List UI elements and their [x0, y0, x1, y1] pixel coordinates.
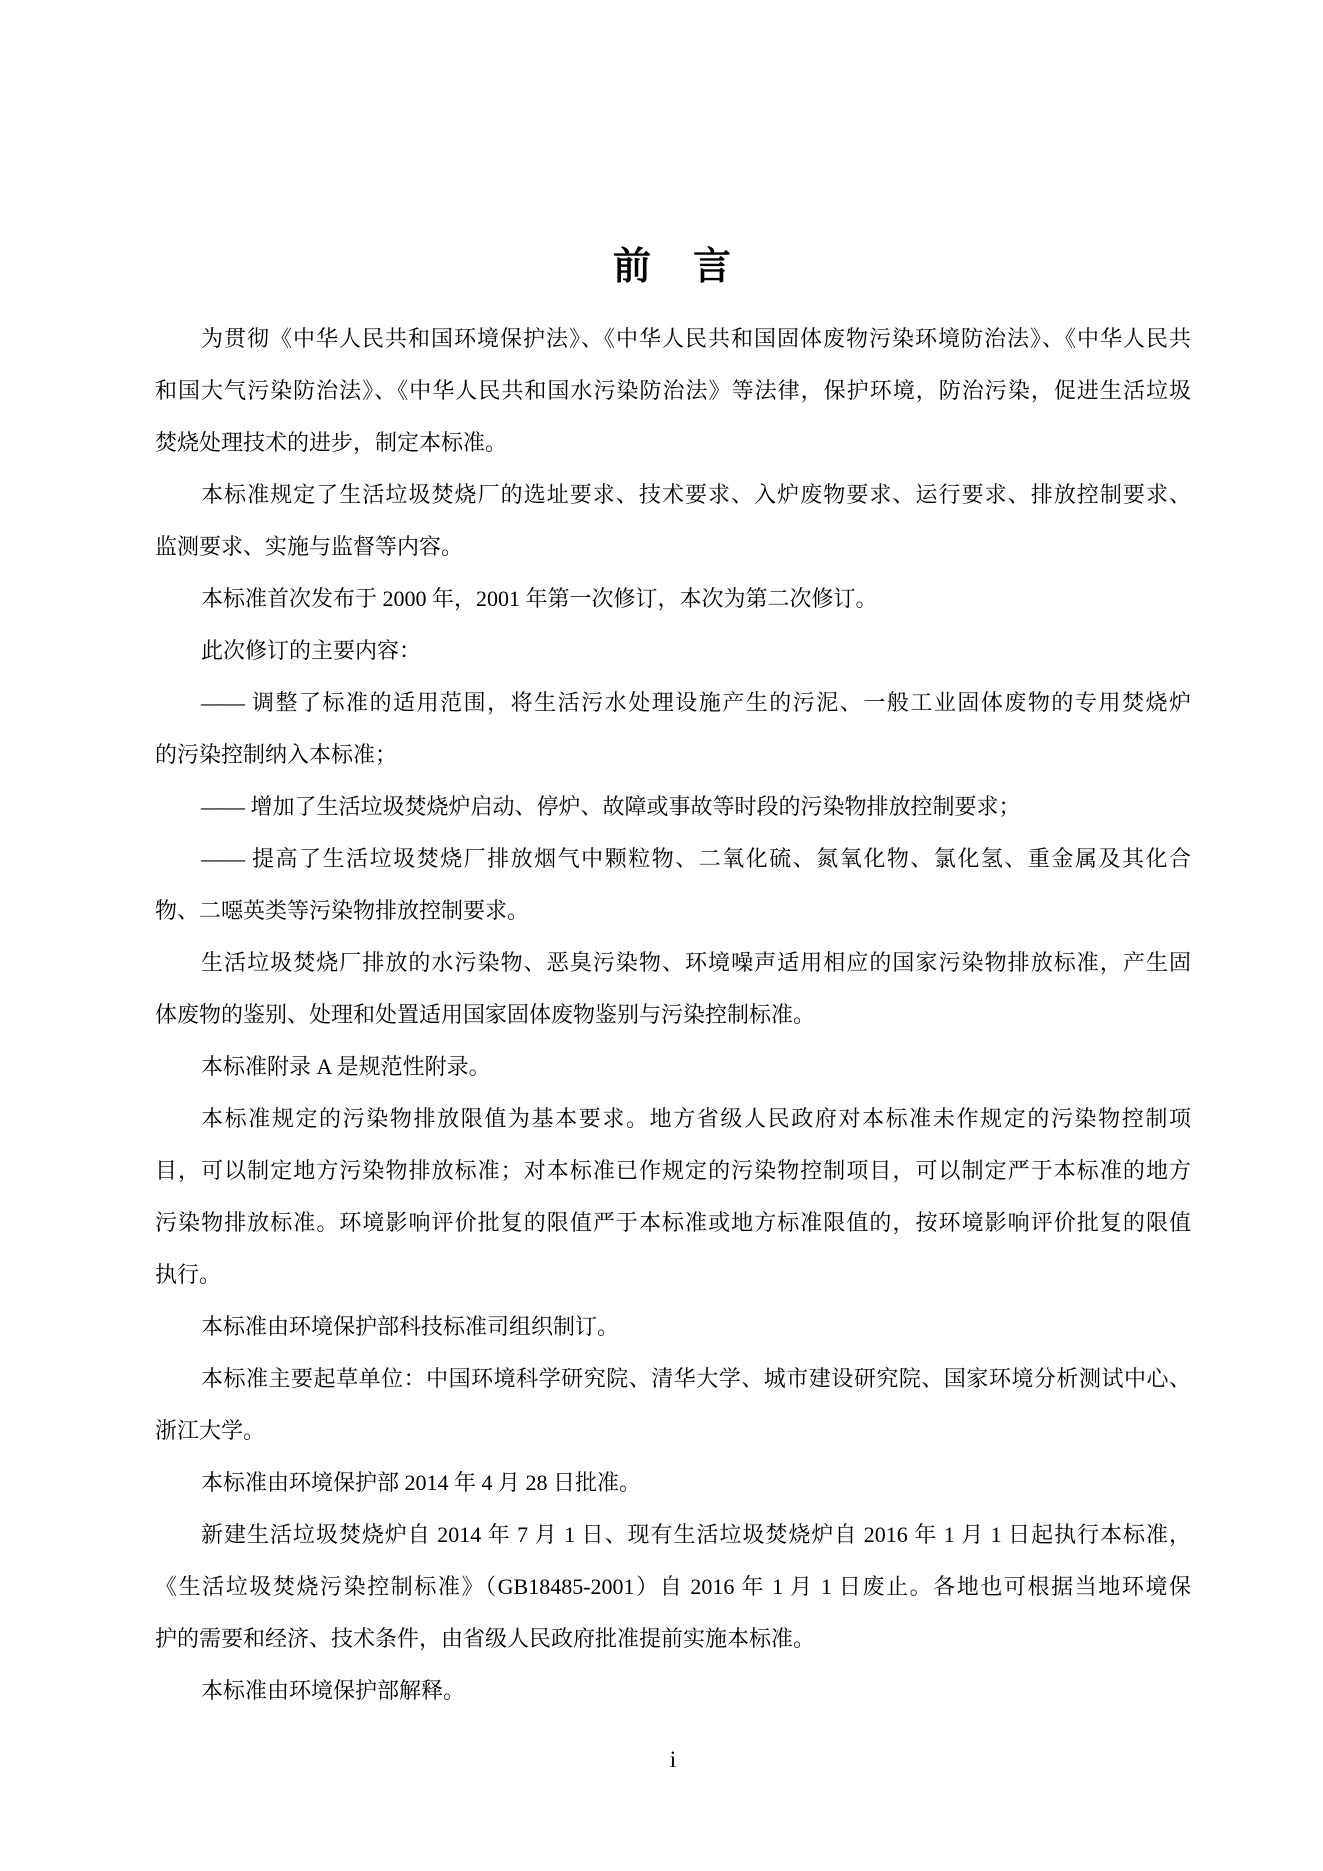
preface-title: 前 言 — [612, 246, 733, 288]
text-line: —— 增加了生活垃圾焚烧炉启动、停炉、故障或事故等时段的污染物排放控制要求； — [201, 794, 1021, 819]
text-line: 本标准附录 A 是规范性附录。 — [201, 1054, 491, 1079]
text-line: 监测要求、实施与监督等内容。 — [155, 534, 464, 559]
text-line: 目，可以制定地方污染物排放标准；对本标准已作规定的污染物控制项目，可以制定严于本标准的地方 — [155, 1158, 1191, 1183]
text-line: 护的需要和经济、技术条件，由省级人民政府批准提前实施本标准。 — [155, 1626, 816, 1651]
text-line: 本标准规定的污染物排放限值为基本要求。地方省级人民政府对本标准未作规定的污染物控制项 — [201, 1106, 1191, 1131]
text-line: 此次修订的主要内容： — [201, 638, 422, 663]
text-line: 本标准主要起草单位：中国环境科学研究院、清华大学、城市建设研究院、国家环境分析测试中心、 — [201, 1366, 1191, 1391]
text-line: 《生活垃圾焚烧污染控制标准》（GB18485-2001）自 2016 年 1 月 1 日废止。各地也可根据当地环境保 — [155, 1574, 1191, 1599]
text-line: 的污染控制纳入本标准； — [155, 742, 398, 767]
text-line: 生活垃圾焚烧厂排放的水污染物、恶臭污染物、环境噪声适用相应的国家污染物排放标准，产生固 — [201, 950, 1191, 975]
text-line: 本标准首次发布于 2000 年，2001 年第一次修订，本次为第二次修订。 — [201, 586, 878, 611]
text-line: 本标准由环境保护部 2014 年 4 月 28 日批准。 — [201, 1470, 642, 1495]
text-line: 新建生活垃圾焚烧炉自 2014 年 7 月 1 日、现有生活垃圾焚烧炉自 2016 年 1 月 1 日起执行本标准， — [201, 1522, 1191, 1547]
text-line: 本标准由环境保护部科技标准司组织制订。 — [201, 1314, 620, 1339]
text-line: 污染物排放标准。环境影响评价批复的限值严于本标准或地方标准限值的，按环境影响评价批复的限值 — [155, 1210, 1191, 1235]
text-line: 执行。 — [155, 1262, 222, 1287]
preface-body — [155, 313, 1191, 1717]
text-line: 和国大气污染防治法》、《中华人民共和国水污染防治法》等法律，保护环境，防治污染，促进生活垃圾 — [155, 378, 1191, 403]
text-line: 本标准规定了生活垃圾焚烧厂的选址要求、技术要求、入炉废物要求、运行要求、排放控制要求、 — [201, 482, 1191, 507]
text-line: 焚烧处理技术的进步，制定本标准。 — [155, 430, 508, 455]
text-line: 浙江大学。 — [155, 1418, 266, 1443]
text-line: 体废物的鉴别、处理和处置适用国家固体废物鉴别与污染控制标准。 — [155, 1002, 816, 1027]
text-line: 为贯彻《中华人民共和国环境保护法》、《中华人民共和国固体废物污染环境防治法》、《中华人民共 — [201, 326, 1191, 351]
text-line: —— 提高了生活垃圾焚烧厂排放烟气中颗粒物、二氧化硫、氮氧化物、氯化氢、重金属及其化合 — [201, 846, 1191, 871]
text-line: —— 调整了标准的适用范围，将生活污水处理设施产生的污泥、一般工业固体废物的专用焚烧炉 — [201, 690, 1191, 715]
text-line: 本标准由环境保护部解释。 — [201, 1678, 466, 1703]
text-line: 物、二噁英类等污染物排放控制要求。 — [155, 898, 530, 923]
page-number: i — [669, 1747, 677, 1772]
